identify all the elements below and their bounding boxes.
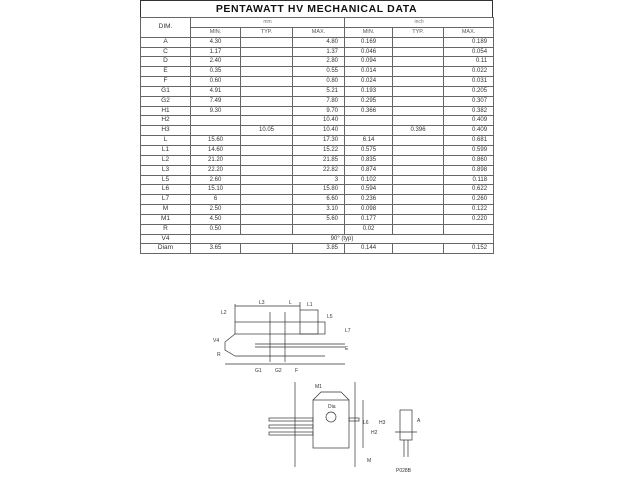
in-max-cell: 0.409 [444, 116, 494, 126]
mm-min-cell: 2.40 [191, 57, 241, 67]
in-typ-cell: 0.396 [393, 126, 444, 136]
dim-cell: H1 [141, 106, 191, 116]
label-e: E [345, 346, 349, 352]
mm-typ-cell [241, 175, 293, 185]
in-max-cell: 0.860 [444, 155, 494, 165]
mm-max-cell: 2.80 [293, 57, 345, 67]
mm-min-cell: 22.20 [191, 165, 241, 175]
label-h3: H3 [379, 420, 386, 426]
mm-typ-cell [241, 224, 293, 234]
dim-cell: D [141, 57, 191, 67]
dim-cell: G1 [141, 86, 191, 96]
in-min-cell: 0.024 [345, 77, 393, 87]
dim-cell: L7 [141, 195, 191, 205]
in-min-cell: 0.014 [345, 67, 393, 77]
label-a: A [417, 418, 421, 424]
in-min-cell: 0.366 [345, 106, 393, 116]
dim-cell: F [141, 77, 191, 87]
mm-typ-cell [241, 136, 293, 146]
in-typ-cell [393, 244, 444, 254]
in-typ-cell [393, 67, 444, 77]
mm-typ-cell [241, 185, 293, 195]
in-min-cell: 6.14 [345, 136, 393, 146]
inch-typ-header: TYP. [393, 27, 444, 37]
in-max-cell: 0.022 [444, 67, 494, 77]
mm-min-cell: 15.60 [191, 136, 241, 146]
label-l6: L6 [363, 420, 369, 426]
in-min-cell: 0.098 [345, 205, 393, 215]
table-row [141, 37, 494, 47]
package-outline-drawing [195, 292, 445, 477]
mm-typ-cell [241, 205, 293, 215]
mm-typ-cell [241, 86, 293, 96]
mm-min-cell [191, 116, 241, 126]
dim-cell: E [141, 67, 191, 77]
mm-max-cell: 5.21 [293, 86, 345, 96]
in-max-cell: 0.054 [444, 47, 494, 57]
mm-max-cell: 15.80 [293, 185, 345, 195]
in-max-cell: 0.898 [444, 165, 494, 175]
in-max-cell: 0.220 [444, 214, 494, 224]
mm-max-cell: 9.70 [293, 106, 345, 116]
label-g2: G2 [275, 368, 282, 374]
mm-max-cell: 10.40 [293, 126, 345, 136]
table-row [141, 77, 494, 87]
dimensions-table [140, 17, 494, 254]
in-max-cell: 0.11 [444, 57, 494, 67]
table-row [141, 205, 494, 215]
label-l3: L3 [259, 300, 265, 306]
table-row [141, 224, 494, 234]
mm-min-cell: 21.20 [191, 155, 241, 165]
in-typ-cell [393, 57, 444, 67]
page-title: PENTAWATT HV MECHANICAL DATA [140, 0, 493, 17]
mm-max-cell: 17.30 [293, 136, 345, 146]
mm-typ-cell [241, 165, 293, 175]
mm-min-cell: 4.91 [191, 86, 241, 96]
mm-min-cell: 4.50 [191, 214, 241, 224]
mm-min-cell: 14.60 [191, 145, 241, 155]
label-h2: H2 [371, 430, 378, 436]
in-typ-cell [393, 214, 444, 224]
table-row [141, 106, 494, 116]
table-row [141, 116, 494, 126]
in-min-cell [345, 116, 393, 126]
label-l2: L2 [221, 310, 227, 316]
in-typ-cell [393, 37, 444, 47]
in-max-cell: 0.681 [444, 136, 494, 146]
table-row [141, 67, 494, 77]
mm-min-cell: 2.60 [191, 175, 241, 185]
mm-max-cell: 0.55 [293, 67, 345, 77]
mm-min-cell: 7.49 [191, 96, 241, 106]
label-v4: V4 [213, 338, 220, 344]
mm-min-cell: 0.35 [191, 67, 241, 77]
mm-max-cell: 21.85 [293, 155, 345, 165]
in-typ-cell [393, 47, 444, 57]
in-typ-cell [393, 86, 444, 96]
v4-value-cell: 90° (typ) [191, 234, 494, 244]
mm-typ-cell [241, 37, 293, 47]
label-f: F [295, 368, 299, 374]
mm-min-cell: 0.50 [191, 224, 241, 234]
table-row [141, 165, 494, 175]
dim-cell: L [141, 136, 191, 146]
mm-typ-cell [241, 67, 293, 77]
table-row [141, 57, 494, 67]
mm-max-cell: 3.85 [293, 244, 345, 254]
column-header-row [141, 27, 494, 37]
in-max-cell: 0.307 [444, 96, 494, 106]
in-min-cell: 0.874 [345, 165, 393, 175]
mm-typ-header: TYP. [241, 27, 293, 37]
in-max-cell: 0.031 [444, 77, 494, 87]
in-typ-cell [393, 116, 444, 126]
mm-max-cell: 4.80 [293, 37, 345, 47]
mm-min-cell: 3.65 [191, 244, 241, 254]
mm-typ-cell [241, 96, 293, 106]
in-min-cell: 0.094 [345, 57, 393, 67]
mm-min-cell: 6 [191, 195, 241, 205]
mm-unit-header: mm [191, 18, 345, 28]
in-typ-cell [393, 224, 444, 234]
in-max-cell: 0.599 [444, 145, 494, 155]
in-max-cell [444, 224, 494, 234]
in-typ-cell [393, 195, 444, 205]
in-typ-cell [393, 205, 444, 215]
mm-max-cell: 1.37 [293, 47, 345, 57]
mm-max-cell: 0.80 [293, 77, 345, 87]
dim-cell: C [141, 47, 191, 57]
table-row [141, 195, 494, 205]
inch-unit-header: inch [345, 18, 494, 28]
mm-max-cell [293, 224, 345, 234]
drawing-reference: P028B [396, 468, 412, 474]
mm-min-cell: 0.60 [191, 77, 241, 87]
mm-typ-cell [241, 155, 293, 165]
in-typ-cell [393, 96, 444, 106]
dim-cell: G2 [141, 96, 191, 106]
dim-cell: V4 [141, 234, 191, 244]
mm-min-cell: 9.30 [191, 106, 241, 116]
table-row [141, 175, 494, 185]
mm-typ-cell: 10.05 [241, 126, 293, 136]
in-min-cell: 0.295 [345, 96, 393, 106]
in-min-cell: 0.193 [345, 86, 393, 96]
mm-max-cell: 7.80 [293, 96, 345, 106]
table-row [141, 136, 494, 146]
mm-min-cell [191, 126, 241, 136]
in-typ-cell [393, 106, 444, 116]
side-view [213, 300, 351, 374]
in-max-cell: 0.205 [444, 86, 494, 96]
table-row [141, 155, 494, 165]
in-typ-cell [393, 165, 444, 175]
mm-min-cell: 4.30 [191, 37, 241, 47]
in-typ-cell [393, 77, 444, 87]
mm-typ-cell [241, 195, 293, 205]
mm-typ-cell [241, 77, 293, 87]
table-row [141, 244, 494, 254]
mm-typ-cell [241, 57, 293, 67]
in-typ-cell [393, 155, 444, 165]
label-l7: L7 [345, 328, 351, 334]
table-row [141, 145, 494, 155]
front-view [269, 382, 421, 474]
mm-max-cell: 15.22 [293, 145, 345, 155]
dim-cell: M1 [141, 214, 191, 224]
mm-typ-cell [241, 106, 293, 116]
table-row [141, 86, 494, 96]
in-max-cell: 0.409 [444, 126, 494, 136]
mm-min-header: MIN. [191, 27, 241, 37]
dim-cell: L3 [141, 165, 191, 175]
dim-cell: H2 [141, 116, 191, 126]
in-min-cell: 0.046 [345, 47, 393, 57]
mm-typ-cell [241, 214, 293, 224]
mm-max-cell: 3 [293, 175, 345, 185]
table-row [141, 47, 494, 57]
in-typ-cell [393, 145, 444, 155]
label-l5: L5 [327, 314, 333, 320]
in-max-cell: 0.118 [444, 175, 494, 185]
table-row [141, 126, 494, 136]
dim-cell: A [141, 37, 191, 47]
in-min-cell: 0.102 [345, 175, 393, 185]
mm-typ-cell [241, 244, 293, 254]
dim-cell: L5 [141, 175, 191, 185]
in-typ-cell [393, 185, 444, 195]
dim-cell: M [141, 205, 191, 215]
inch-max-header: MAX. [444, 27, 494, 37]
in-min-cell: 0.575 [345, 145, 393, 155]
in-min-cell [345, 126, 393, 136]
in-min-cell: 0.236 [345, 195, 393, 205]
table-row [141, 96, 494, 106]
mm-typ-cell [241, 116, 293, 126]
in-typ-cell [393, 175, 444, 185]
in-max-cell: 0.260 [444, 195, 494, 205]
mm-max-cell: 22.82 [293, 165, 345, 175]
label-l1: L1 [307, 302, 313, 308]
in-max-cell: 0.622 [444, 185, 494, 195]
dim-cell: L1 [141, 145, 191, 155]
label-r: R [217, 352, 221, 358]
mm-min-cell: 1.17 [191, 47, 241, 57]
in-max-cell: 0.122 [444, 205, 494, 215]
in-min-cell: 0.169 [345, 37, 393, 47]
dim-cell: Diam [141, 244, 191, 254]
in-max-cell: 0.382 [444, 106, 494, 116]
units-header-row [141, 18, 494, 28]
dim-cell: L6 [141, 185, 191, 195]
in-min-cell: 0.02 [345, 224, 393, 234]
label-dia: Dia [328, 404, 336, 410]
mm-max-cell: 6.60 [293, 195, 345, 205]
dim-header: DIM. [141, 18, 191, 38]
mm-typ-cell [241, 47, 293, 57]
label-l: L [289, 300, 292, 306]
in-typ-cell [393, 136, 444, 146]
in-min-cell: 0.144 [345, 244, 393, 254]
in-min-cell: 0.835 [345, 155, 393, 165]
in-max-cell: 0.189 [444, 37, 494, 47]
dim-cell: H3 [141, 126, 191, 136]
dim-cell: L2 [141, 155, 191, 165]
mm-max-cell: 5.60 [293, 214, 345, 224]
table-row [141, 185, 494, 195]
mechanical-data-sheet [140, 0, 493, 287]
in-max-cell: 0.152 [444, 244, 494, 254]
mm-max-cell: 10.40 [293, 116, 345, 126]
mm-typ-cell [241, 145, 293, 155]
label-g1: G1 [255, 368, 262, 374]
label-m: M [367, 458, 372, 464]
table-row [141, 234, 494, 244]
mm-min-cell: 2.50 [191, 205, 241, 215]
mm-max-header: MAX. [293, 27, 345, 37]
dim-cell: R [141, 224, 191, 234]
inch-min-header: MIN. [345, 27, 393, 37]
mm-max-cell: 3.10 [293, 205, 345, 215]
in-min-cell: 0.594 [345, 185, 393, 195]
table-row [141, 214, 494, 224]
in-min-cell: 0.177 [345, 214, 393, 224]
mm-min-cell: 15.10 [191, 185, 241, 195]
label-m1: M1 [315, 384, 322, 390]
